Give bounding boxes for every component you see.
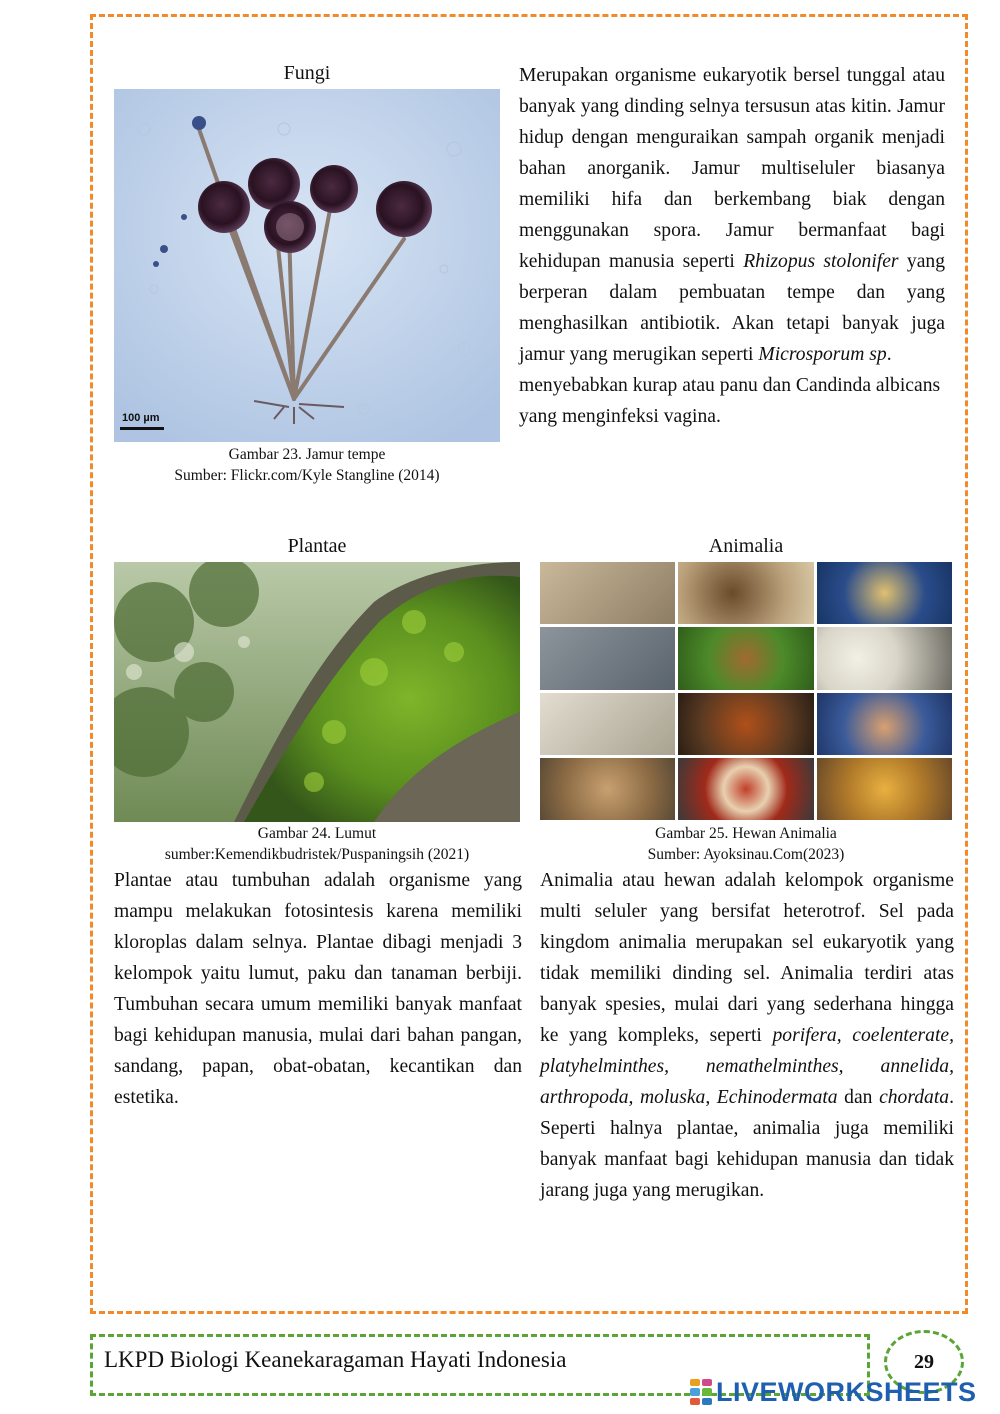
plantae-para-text: Plantae atau tumbuhan adalah organisme yang mampu melakukan fotosintesis karena memiliki kloroplas dalam selnya. Plantae dibagi menjadi 3 kelompok yaitu lumut, paku dan tanaman berbiji. Tumbuhan secara umum memiliki banyak manfaat bagi kehidupan manusia, mulai dari bahan pangan, sandang, papan, obat-obatan, kecantikan dan estetika. bbox=[114, 870, 522, 1108]
fungi-title: Fungi bbox=[283, 62, 331, 84]
animalia-para-part2: . Seperti halnya plantae, animalia juga memiliki banyak manfaat bagi kehidupan manusia dan tidak jarang juga yang merugikan. bbox=[540, 1087, 954, 1201]
fungi-para-part2: yang berperan dalam pembuatan tempe dan yang menghasilkan antibiotik. Akan tetapi banyak juga jamur yang merugikan seperti bbox=[519, 251, 945, 365]
fungi-para-italic2: Microsporum sp bbox=[758, 344, 887, 365]
fungi-para-line-after: menyebabkan kurap atau panu dan Candinda albicans yang menginfeksi vagina. bbox=[519, 375, 941, 427]
animal-thumb-shrimp bbox=[817, 562, 952, 624]
fungi-image bbox=[114, 89, 500, 442]
page-number: 29 bbox=[914, 1351, 934, 1373]
animal-thumb-millipede bbox=[678, 758, 813, 820]
animalia-para-part1: Animalia atau hewan adalah kelompok organisme multi seluler yang bersifat heterotrof. Sel pada kingdom animalia merupakan sel eukaryotik yang tidak memiliki dinding sel. Animalia terdiri atas banyak spesies, mulai dari yang sederhana hingga ke yang kompleks, seperti bbox=[540, 870, 954, 1046]
fungi-paragraph bbox=[519, 60, 945, 432]
liveworksheets-logo-text: LIVEWORKSHEETS bbox=[716, 1376, 977, 1407]
animalia-caption-line1: Gambar 25. Hewan Animalia bbox=[655, 825, 837, 842]
plantae-image bbox=[114, 562, 520, 822]
fungi-para-part3: . bbox=[886, 344, 892, 365]
plantae-caption-line2: sumber:Kemendikbudristek/Puspaningsih (2021) bbox=[164, 846, 470, 863]
animal-thumb-centipede bbox=[678, 693, 813, 755]
animal-thumb-fossil-2 bbox=[540, 627, 675, 689]
animalia-caption bbox=[540, 823, 952, 865]
animal-thumb-spider bbox=[678, 627, 813, 689]
fungi-para-italic1: Rhizopus stolonifer bbox=[743, 251, 899, 272]
animalia-image bbox=[540, 562, 952, 820]
animal-thumb-fossil-1 bbox=[540, 562, 675, 624]
fungi-caption-line2: Sumber: Flickr.com/Kyle Stangline (2014) bbox=[174, 467, 440, 484]
animal-thumb-horseshoe-crab bbox=[678, 562, 813, 624]
fungi-para-part1: Merupakan organisme eukaryotik bersel tunggal atau banyak yang dinding selnya tersusun atas kitin. Jamur hidup dengan menguraikan sampah organik menjadi bahan anorganik. Jamur multiseluler biasanya memiliki hifa dan berkembang biak dengan menggunakan spora. Jamur bermanfaat bagi kehidupan manusia seperti bbox=[519, 65, 945, 272]
plantae-title: Plantae bbox=[287, 535, 347, 557]
scale-bar-label: 100 µm bbox=[122, 412, 160, 424]
liveworksheets-logo[interactable] bbox=[690, 1374, 990, 1410]
plantae-caption-line1: Gambar 24. Lumut bbox=[257, 825, 377, 842]
plantae-caption bbox=[114, 823, 520, 865]
animal-thumb-fossil-3 bbox=[540, 693, 675, 755]
animalia-title: Animalia bbox=[708, 535, 784, 557]
plantae-paragraph bbox=[114, 865, 522, 1113]
animalia-para-mid: dan bbox=[837, 1087, 880, 1108]
animalia-para-italic2: chordata bbox=[879, 1087, 950, 1108]
footer-title: LKPD Biologi Keanekaragaman Hayati Indonesia bbox=[104, 1347, 567, 1372]
fungi-caption-line1: Gambar 23. Jamur tempe bbox=[228, 446, 386, 463]
animal-thumb-bee bbox=[817, 758, 952, 820]
animalia-para-italic1: porifera, coelenterate, platyhelminthes, nemathelminthes, annelida, arthropoda, moluska, Echinodermata bbox=[540, 1025, 954, 1108]
fungi-caption bbox=[114, 444, 500, 486]
animal-thumb-shells bbox=[817, 627, 952, 689]
animal-thumb-springtail bbox=[817, 693, 952, 755]
animalia-caption-line2: Sumber: Ayoksinau.Com(2023) bbox=[647, 846, 845, 863]
animal-thumb-trilobite bbox=[540, 758, 675, 820]
animalia-paragraph bbox=[540, 865, 954, 1206]
liveworksheets-logo-icon bbox=[690, 1379, 712, 1405]
